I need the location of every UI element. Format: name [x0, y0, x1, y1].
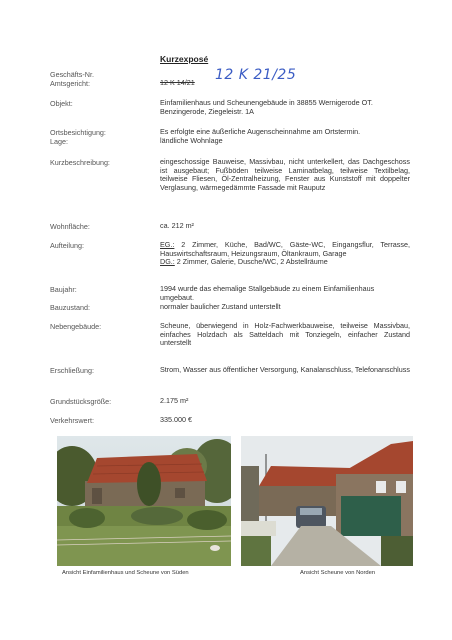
ortsbesichtigung-label: Ortsbesichtigung: — [50, 128, 106, 137]
verkehrswert-value: 335.000 € — [160, 415, 192, 424]
baujahr-value: 1994 wurde das ehemalige Stallgebäude zu einem Einfamilienhaus umgebaut. — [160, 284, 375, 302]
kurzbeschreibung-value: eingeschossige Bauweise, Massivbau, nicht unterkellert, das Dachgeschoss ist ausgebaut; Fußböden teilweise Laminatbelag, teilweise Textilbelag, teilweise Fliesen, Öl-Zentralheizung, Fenster aus Kunststoff mit doppelter Verglasung, wärmegedämmte Fassade mit Rauputz — [160, 157, 410, 192]
bauzustand-value: normaler baulicher Zustand unterstellt — [160, 302, 281, 311]
photo-left-caption: Ansicht Einfamilienhaus und Scheune von Süden — [62, 570, 189, 576]
lage-label: Lage: — [50, 137, 68, 146]
eg-value: 2 Zimmer, Küche, Bad/WC, Gäste-WC, Eingangsflur, Terrasse, Hauswirtschaftsraum, Heizungsraum, Öltankraum, Garage — [160, 240, 410, 258]
dg-prefix: DG.: — [160, 257, 175, 266]
nebengebaeude-value: Scheune, überwiegend in Holz-Fachwerkbauweise, teilweise Massivbau, einfaches Holzdach als Satteldach mit Tonziegeln, einfacher Zustand unterstellt — [160, 321, 410, 348]
aufteilung-label: Aufteilung: — [50, 241, 84, 250]
photo-barn-north — [241, 436, 413, 566]
baujahr-label: Baujahr: — [50, 285, 77, 294]
lage-value: ländliche Wohnlage — [160, 136, 223, 145]
aufteilung-eg — [160, 241, 410, 258]
amtsgericht-label: Amtsgericht: — [50, 79, 90, 88]
geschaeftsnr-label: Geschäfts-Nr. — [50, 70, 94, 79]
photo-house-south-image — [57, 436, 231, 566]
aufteilung-dg — [160, 258, 410, 267]
ortsbesichtigung-value: Es erfolgte eine äußerliche Augenscheinnahme am Ortstermin. — [160, 127, 361, 136]
document-title: Kurzexposé — [160, 54, 209, 64]
nebengebaeude-label: Nebengebäude: — [50, 322, 102, 331]
case-number-handwritten: 12 K 21/25 — [215, 67, 297, 83]
case-number-struck: 12 K 14/21 — [160, 78, 195, 87]
wohnflaeche-value: ca. 212 m² — [160, 221, 194, 230]
dg-value: 2 Zimmer, Galerie, Dusche/WC, 2 Abstellräume — [174, 257, 328, 266]
erschliessung-value: Strom, Wasser aus öffentlicher Versorgung, Kanalanschluss, Telefonanschluss — [160, 365, 410, 374]
objekt-value: Einfamilienhaus und Scheunengebäude in 38855 Wernigerode OT. Benzingerode, Ziegeleistr. 1A — [160, 98, 373, 116]
grundstueck-value: 2.175 m² — [160, 396, 189, 405]
photo-barn-north-image — [241, 436, 413, 566]
wohnflaeche-label: Wohnfläche: — [50, 222, 90, 231]
verkehrswert-label: Verkehrswert: — [50, 416, 94, 425]
eg-prefix: EG.: — [160, 240, 175, 249]
kurzbeschreibung-label: Kurzbeschreibung: — [50, 158, 110, 167]
bauzustand-label: Bauzustand: — [50, 303, 90, 312]
erschliessung-label: Erschließung: — [50, 366, 94, 375]
photo-right-caption: Ansicht Scheune von Norden — [300, 570, 376, 576]
photo-house-south — [57, 436, 231, 566]
objekt-label: Objekt: — [50, 99, 73, 108]
grundstueck-label: Grundstücksgröße: — [50, 397, 112, 406]
